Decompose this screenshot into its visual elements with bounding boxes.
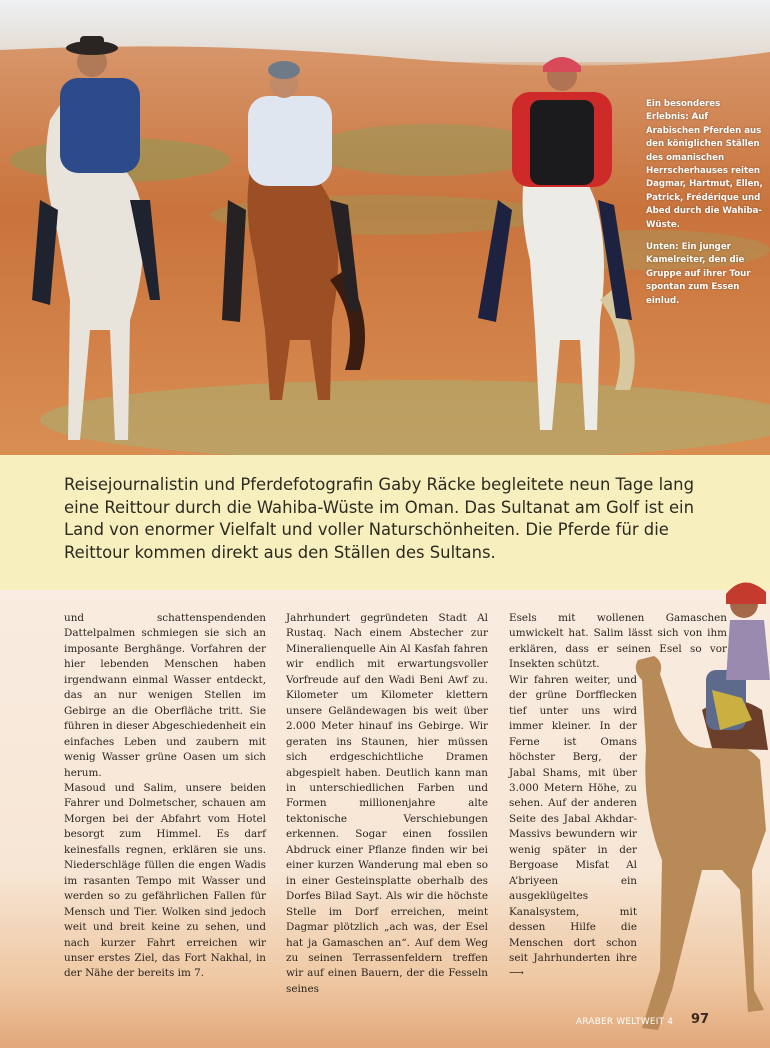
column3-paragraph-1: Esels mit wollenen Gamaschen umwickelt hat. Salim lässt sich von ihm erklären, dass er seinen Esel so vor Insekten schützt. [509, 612, 727, 671]
continue-arrow-icon: ⟶ [509, 967, 524, 980]
column3-paragraph-2 [509, 673, 637, 982]
column2-paragraph-1: Jahrhundert gegründeten Stadt Al Rustaq. Nach einem Abstecher zur Mineralienquelle Ain Al Kasfah fahren wir endlich mit erwartungsvoller Vorfreude auf den Wadi Beni Awf zu. Kilometer um Kilometer klettern unsere Geländewagen bis weit über 2.000 Meter hinauf ins Gebirge. Wir geraten ins Staunen, hier müssen sich erdgeschichtliche Dramen abgespielt haben. Deutlich kann man in unterschiedlichen Farben und Formen millionenjahre alte tektonische Verschiebungen erkennen. Sogar einen fossilen Abdruck einer Pflanze finden wir bei einer kurzen Wanderung mal eben so in einer Gesteinsplatte oberhalb des Dorfes Bilad Sayt. Als wir die höchste Stelle im Dorf erreichen, meint Dagmar plötzlich „ach was, der Esel hat ja Gamaschen an“. Auf dem Weg zu seinen Terrassenfeldern treffen wir auf einen Bauern, der die Fesseln seines [286, 612, 488, 995]
page-number: 97 [691, 1012, 710, 1027]
hero-photo-riders [0, 0, 770, 455]
article-column-3 [509, 611, 727, 982]
caption-paragraph-1: Ein besonderes Erlebnis: Auf Arabischen Pferden aus den königlichen Ställen des omanischen Herrscherhauses reiten Dagmar, Hartmut, Ellen, Patrick, Frédérique und Abed durch die Wahiba-Wüste. [646, 99, 763, 230]
column1-paragraph-1: und schattenspendenden Dattelpalmen schmiegen sie sich an imposante Berghänge. Vorfahren der hier lebenden Menschen haben irgendwann einmal Wasser entdeckt, das an nur wenigen Stellen im Gebirge an die Oberfläche tritt. Sie führen in dieser Abgeschiedenheit ein einfaches Leben und zaubern mit wenig Wasser grüne Oasen um sich herum. [64, 612, 266, 779]
article-column-1 [64, 611, 266, 982]
magazine-footer: ARABER WELTWEIT 4 [576, 1017, 674, 1027]
caption-paragraph-2: Unten: Ein junger Kamelreiter, den die Gruppe auf ihrer Tour spontan zum Essen einlud. [646, 242, 751, 306]
column3-paragraph-2-text: Wir fahren weiter, und der grüne Dorfflecken tief unter uns wird immer kleiner. In der Ferne ist Omans höchster Berg, der Jabal Shams, mit über 3.000 Metern Höhe, zu sehen. Auf der anderen Seite des Jabal Akhdar-Massivs bewundern wir wenig später in der Bergoase Misfat Al A’briyeen ein ausgeklügeltes Kanalsystem, mit dessen Hilfe die Menschen dort schon seit Jahrhunderten ihre [509, 673, 637, 964]
column1-paragraph-2: Masoud und Salim, unsere beiden Fahrer und Dolmetscher, schauen am Morgen bei der Abfahrt vom Hotel besorgt zum Himmel. Es darf keinesfalls regnen, erklären sie uns. Niederschläge füllen die engen Wadis im rasanten Tempo mit Wasser und werden so zu gefährlichen Fallen für Mensch und Tier. Wolken sind jedoch weit und breit keine zu sehen, und nach kurzer Fahrt erreichen wir unser erstes Ziel, das Fort Nakhal, in der Nähe der bereits im 7. [64, 781, 266, 980]
intro-text: Reisejournalistin und Pferdefotografin Gaby Räcke begleitete neun Tage lang eine Reittour durch die Wahiba-Wüste im Oman. Das Sultanat am Golf ist ein Land von enormer Vielfalt und voller Naturschönheiten. Die Pferde für die Reittour kommen direkt aus den Ställen des Sultans. [64, 475, 694, 562]
photo-caption [646, 98, 764, 317]
article-column-2 [286, 611, 488, 997]
